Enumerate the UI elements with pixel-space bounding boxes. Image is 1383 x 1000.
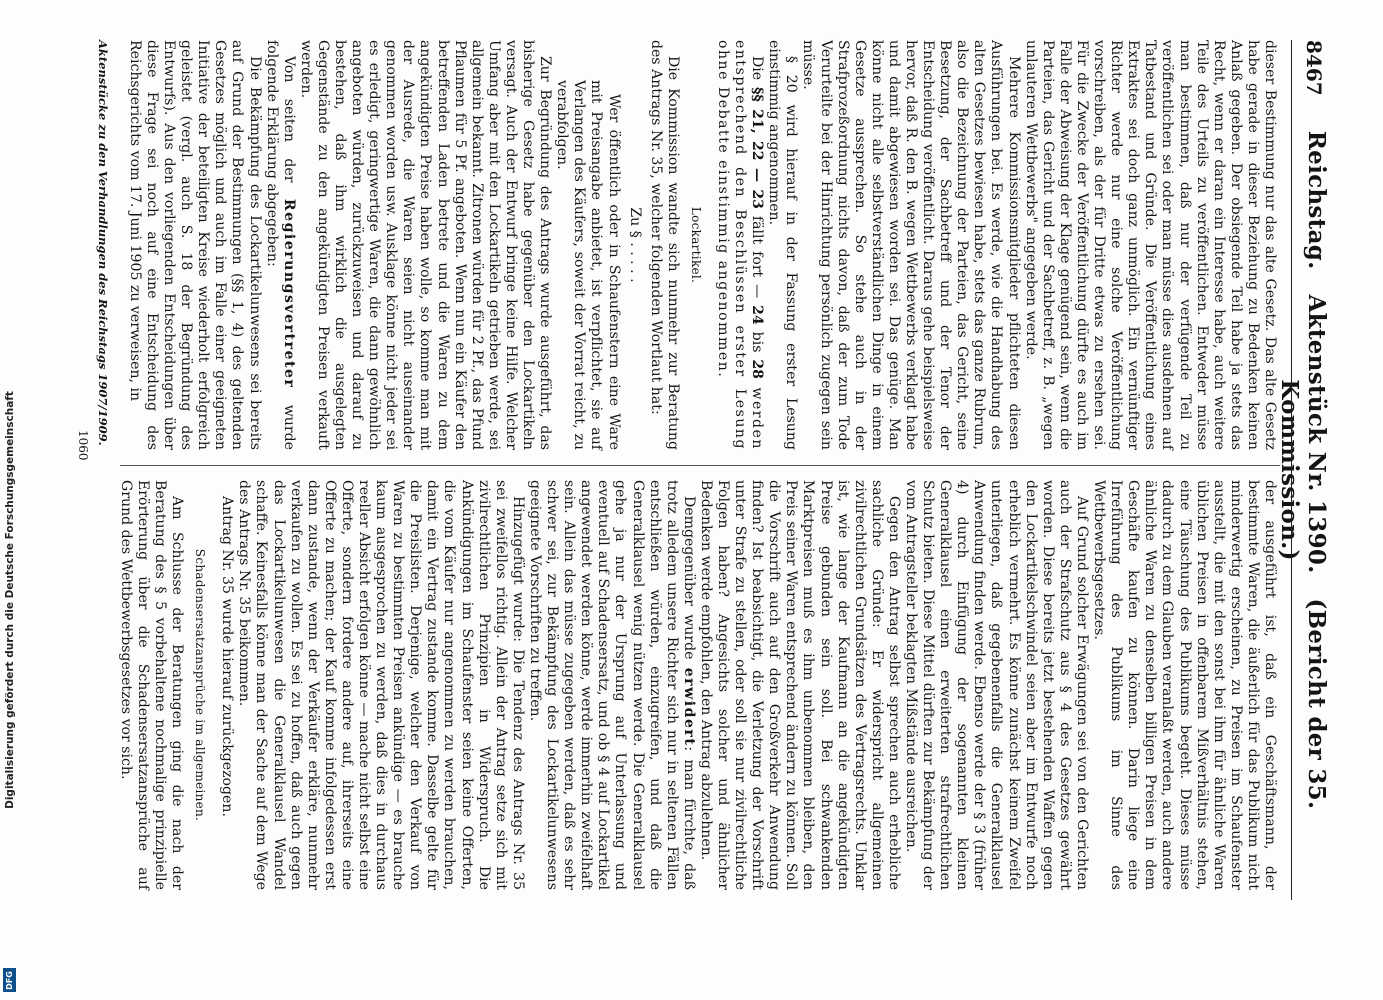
title-left: Reichstag.	[1303, 130, 1330, 270]
section-heading: Lockartikel.	[688, 206, 703, 284]
title-center: Aktenstück Nr. 1390.	[1303, 294, 1330, 574]
paragraph: Zur Begründung des Antrags wurde ausgeführt, das bisherige Gesetz habe gegenüber den Lockartikeln versagt. Auch der Entwurf bringe keine Hilfe. Welcher Umfang aber mit den Lockartikeln getrieben werde, sei allgemein bekannt. Zitronen würden für 2 Pf., das Pfund Pflaumen für 5 Pf. angeboten. Wenn nun ein Käufer den betreffenden Laden betrete und die Waren zu dem angekündigten Preise haben wolle, so komme man mit der Ausrede, die Waren seien nicht auseinander genommen worden usw. Ausklage könne nicht jeder sei es erledigt, geringwertige Waren, die dann gewöhnlich angeboten würden, zurückzuweisen und darauf zu bestehen, daß ihm wirklich die ausgelegten Gegenstände zu den angekündigten Preisen verkauft werden.	[297, 40, 554, 450]
section-ref: 24	[749, 305, 766, 325]
paragraph: Auf Grund solcher Erwägungen sei von den Gerichten auch der Strafschutz aus § 4 des Gesetzes gewährt worden. Diese bereits jetzt bestehenden Waffen gegen den Lockartikelschwindel seien aber im Entwurfe noch erheblich vermehrt. Es könne zunächst keinem Zweifel unterliegen, daß gegebenenfalls die Generalklausel Anwendung finden werde. Ebenso werde der § 3 (früher 4) durch Einfügung der sogenannten kleinen Generalklausel einen erweiterten strafrechtlichen Schutz bieten. Diese Mittel dürften zur Bekämpfung der vom Antragsteller beklagten Mißstände ausreichen.	[903, 480, 1090, 890]
page-foot-number: 1060	[76, 430, 90, 461]
digitization-credit	[0, 0, 20, 1000]
section-ref: 28	[749, 359, 766, 379]
paragraph: der ausgeführt ist, daß ein Geschäftsmann, der bestimmte Waren, die äußerlich für das Publikum nicht minderwertig erscheinen, zu Preisen im Schaufenster ausstellt, die mit den sonst bei ihm für ähnliche Waren üblichen Preisen in offenbarem Mißverhältnis stehen, eine Täuschung des Publikums begeht. Dieses müsse dadurch zu dem Glauben veranlaßt werden, auch andere ähnliche Waren zu denselben billigen Preisen in dem Geschäfte kaufen zu können. Darin liege eine Irreführung des Publikums im Sinne des Wettbewerbsgesetzes.	[1091, 480, 1278, 890]
paragraph: dieser Bestimmung nur das alte Gesetz. Das alte Gesetz habe gerade in dieser Beziehung zu Bedenken keinen Anlaß gegeben. Der obsiegende Teil habe ja stets das Recht, wenn er daran ein Interesse habe, auch weitere Teile des Urteils zu veröffentlichen. Entweder müsse man bestimmen, daß nur der verfügende Teil zu veröffentlichen sei oder man müsse dies ausdehnen auf Tatbestand und Gründe. Die Veröffentlichung eines Extraktes sei doch ganz unmöglich. Ein vernünftiger Richter werde nur eine solche Veröffentlichung vorschreiben, als der für Dritte etwas zu ersehen sei. Für die Zwecke der Veröffentlichung dürfte es auch im Falle der Abweisung der Klage genügend sein, wenn die Parteien, das Gericht und der Sachbetreff, z. B. „wegen unlauteren Wettbewerbs" angegeben werde.	[1022, 40, 1278, 450]
paragraph	[263, 40, 297, 450]
title-right: (Bericht der 35. Kommission.)	[1276, 379, 1330, 810]
paragraph: § 20 wird hierauf in der Fassung erster Lesung einstimmig angenommen.	[766, 40, 800, 450]
section-heading: Schadensersatzansprüche im allgemeinen.	[193, 548, 208, 822]
header-rule	[1291, 40, 1292, 900]
paragraph	[714, 40, 765, 450]
text-run: Demgegenüber wurde	[680, 496, 697, 668]
text-run: bis	[749, 324, 766, 360]
page-number: 8467	[1302, 40, 1326, 96]
text-run: Die	[749, 56, 766, 88]
left-column	[126, 40, 1278, 450]
paragraph	[526, 480, 697, 890]
section-ref: §§ 21, 22 — 23	[749, 87, 766, 209]
paragraph: Antrag Nr. 35 wurde hierauf zurückgezogen.	[219, 496, 236, 817]
text-run: werden entsprechend den Beschlüssen erster Lesung ohne Debatte einstimmig angenommen.	[715, 40, 766, 450]
credit-text: Digitalisierung gefördert durch die Deutsche Forschungsgemeinschaft	[4, 391, 16, 809]
paragraph: Am Schlusse der Beratungen ging die nach der Beratung des § 5 vorbehaltene nochmalige prinzipielle Erörterung über die Schadensersatzansprüche auf Grund des Wettbewerbsgesetzes vor sich.	[117, 480, 186, 890]
paragraph: Mehrere Kommissionsmitglieder pflichteten diesen Ausführungen bei. Es werde, wie die Handhabung des alten Gesetzes bewiesen habe, stets das ganze Rubrum, also die Bezeichnung der Parteien, das Gericht, seine Besetzung, der Sachbetreff und der Tenor der Entscheidung veröffentlicht. Daraus gehe beispielsweise hervor, daß R. den B. wegen Wettbewerbs verklagt habe und damit abgewiesen worden sei. Das genüge. Man könne nicht alle selbstverständlichen Dinge in einem Gesetze aussprechen. So stehe auch in der Strafprozeßordnung nichts davon, daß der zum Tode Verurteilte bei der Hinrichtung persönlich zugegen sein müsse.	[800, 40, 1022, 450]
text-run: Von seiten der	[280, 56, 297, 199]
page-title	[1276, 40, 1330, 900]
rotated-newspaper-page	[76, 40, 1330, 900]
text-run: fällt fort —	[749, 209, 766, 306]
paragraph: Die Bekämpfung des Lockartikelunwesens sei bereits auf Grund der Bestimmungen (§§ 1, 4) des geltenden Gesetzes möglich und auch im Falle einer geeigneten Initiative der beteiligten Kreise wiederholt erfolgreich geleistet (vergl. auch S. 18 der Begründung des Entwurfs). Aus den vorliegenden Entscheidungen über diese Frage sei noch auf eine Entscheidung des Reichsgerichts vom 17. Juni 1905 zu verweisen, in	[126, 40, 263, 450]
quoted-proposal: Wer öffentlich oder in Schaufenstern eine Ware mit Preisangabe anbietet, ist verpflichtet, sie auf Verlangen des Käufers, soweit der Vorrat reicht, zu verabfolgen.	[554, 80, 622, 450]
paragraph: Hinzugefügt wurde: Die Tendenz des Antrags Nr. 35 sei zweifellos richtig. Allein der Antrag setze sich mit zivilrechtlichen Prinzipien in Widerspruch. Die Ankündigungen im Schaufenster seien keine Offerten, die vom Käufer nur angenommen zu werden brauchen, damit ein Vertrag zustande komme. Dasselbe gelte für die Preislisten. Derjenige, welcher den Verkauf von Waren zu bestimmten Preisen ankündige — es brauche kaum ausgesprochen zu werden, daß dies in durchaus reeller Absicht erfolgen könne — mache nicht selbst eine Offerte, sondern fordere andere auf, ihrerseits eine Offerte zu machen; der Kauf komme infolgedessen erst dann zustande, wenn der Verkäufer erkläre, nunmehr verkaufen zu wollen. Es sei zu hoffen, daß auch gegen das Lockartikelunwesen die Generalklausel Wandel schaffe. Keinesfalls könne man der Sache auf dem Wege des Antrags Nr. 35 beikommen.	[236, 480, 526, 890]
paragraph: Die Kommission wandte sich nunmehr zur Beratung des Antrags Nr. 35, welcher folgenden Wortlaut hat:	[647, 40, 681, 450]
dfg-logo-text: DFG	[5, 970, 15, 990]
footer-note: Aktenstücke zu den Verhandlungen des Reichstags 1907/1909.	[96, 40, 110, 446]
page-header	[1276, 40, 1330, 900]
paragraph: Gegen den Antrag selbst sprechen auch erhebliche sachliche Gründe: Er widerspricht allgemeinen zivilrechtlichen Grundsätzen des Vertragsrechts. Unklar ist, wie lange der Kaufmann an die angekündigten Preise gebunden sein soll. Bei schwankenden Marktpreisen muß es ihm unbenommen bleiben, den Preis seiner Waren entsprechend ändern zu können. Soll die Vorschrift auch auf den Großverkehr Anwendung finden? Ist beabsichtigt, die Verletzung der Vorschrift unter Strafe zu stellen, oder soll sie nur zivilrechtliche Folgen haben? Angesichts solcher und ähnlicher Bedenken werde empfohlen, den Antrag abzulehnen.	[697, 480, 902, 890]
emphasis: Regierungsvertreter	[280, 198, 297, 389]
right-column	[117, 480, 1278, 890]
section-marker: Zu § . . . . .	[626, 207, 643, 283]
text-run: : man fürchte, daß trotz alledem unsere Richter sich nur in seltenen Fällen entschließen würden, einzugreifen, und daß die Generalklausel wenig nützen werde. Die Generalklausel gehe ja nur der Ursprung auf Unterlassung und eventuell auf Schadensersatz, und ob § 4 auf Lockartikel angewendet werden könne, werde immerhin zweifelhaft sein. Allein das müsse zugegeben werden, daß es sehr schwer sei, zur Bekämpfung des Lockartikelunwesens geeignete Vorschriften zu treffen.	[526, 480, 697, 891]
text-run: wurde folgende Erklärung abgegeben:	[263, 40, 297, 450]
dfg-logo	[3, 968, 16, 992]
emphasis: erwidert	[680, 667, 697, 747]
column-divider	[120, 465, 1280, 466]
